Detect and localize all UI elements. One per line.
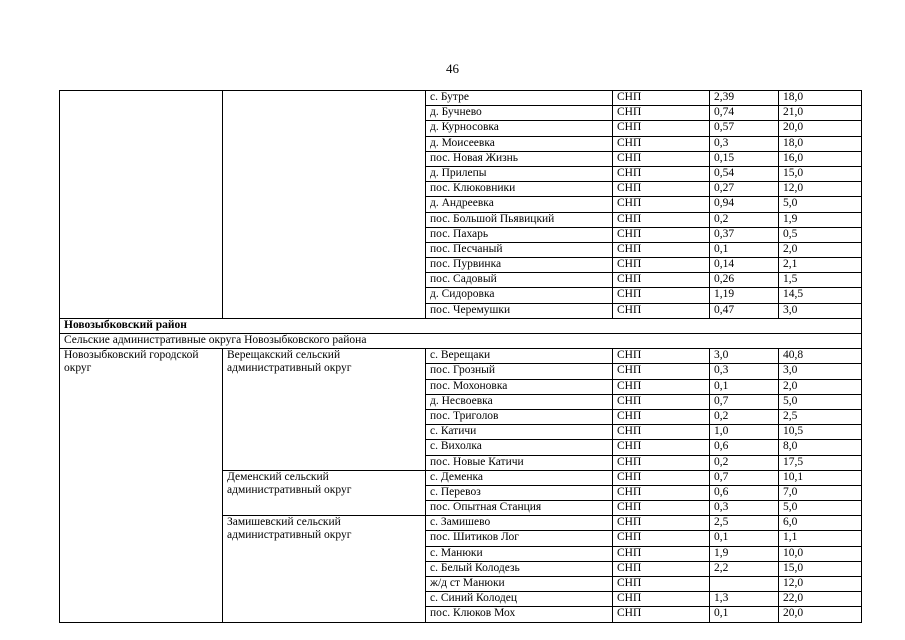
area-value: 2,39	[710, 91, 779, 106]
settlement-type: СНП	[613, 577, 710, 592]
settlement-type: СНП	[613, 227, 710, 242]
settlement-type: СНП	[613, 607, 710, 622]
distance-value: 18,0	[779, 91, 862, 106]
settlement-name: с. Перевоз	[426, 485, 613, 500]
settlement-type: СНП	[613, 592, 710, 607]
area-value: 0,6	[710, 440, 779, 455]
distance-value: 10,5	[779, 425, 862, 440]
settlement-name: пос. Черемушки	[426, 303, 613, 318]
area-value: 0,7	[710, 470, 779, 485]
table-top-section	[60, 91, 862, 319]
settlement-name: с. Катичи	[426, 425, 613, 440]
distance-value: 0,5	[779, 227, 862, 242]
settlement-type: СНП	[613, 106, 710, 121]
area-value: 2,5	[710, 516, 779, 531]
distance-value: 7,0	[779, 485, 862, 500]
settlement-name: д. Бучнево	[426, 106, 613, 121]
settlement-name: с. Замишево	[426, 516, 613, 531]
distance-value: 6,0	[779, 516, 862, 531]
area-value: 0,3	[710, 136, 779, 151]
settlement-type: СНП	[613, 409, 710, 424]
area-value: 0,57	[710, 121, 779, 136]
settlement-type: СНП	[613, 364, 710, 379]
settlement-type: СНП	[613, 273, 710, 288]
area-value: 0,2	[710, 455, 779, 470]
area-value: 0,14	[710, 258, 779, 273]
area-value: 0,27	[710, 182, 779, 197]
settlement-type: СНП	[613, 121, 710, 136]
settlement-type: СНП	[613, 561, 710, 576]
settlement-type: СНП	[613, 485, 710, 500]
area-value: 0,6	[710, 485, 779, 500]
settlement-name: с. Манюки	[426, 546, 613, 561]
settlement-name: с. Синий Колодец	[426, 592, 613, 607]
distance-value: 22,0	[779, 592, 862, 607]
settlement-name: пос. Большой Пьявицкий	[426, 212, 613, 227]
distance-value: 8,0	[779, 440, 862, 455]
area-value: 0,7	[710, 394, 779, 409]
settlement-name: пос. Пурвинка	[426, 258, 613, 273]
settlement-name: с. Верещаки	[426, 349, 613, 364]
settlement-type: СНП	[613, 379, 710, 394]
district-header: Новозыбковский район	[60, 318, 862, 333]
area-value: 0,74	[710, 106, 779, 121]
area-value: 0,2	[710, 212, 779, 227]
settlement-type: СНП	[613, 531, 710, 546]
distance-value: 3,0	[779, 364, 862, 379]
okrug-vereshchaki: Верещакский сельский административный округ	[223, 349, 426, 471]
area-value: 0,37	[710, 227, 779, 242]
settlement-type: СНП	[613, 166, 710, 181]
settlement-type: СНП	[613, 288, 710, 303]
distance-value: 2,0	[779, 379, 862, 394]
distance-value: 5,0	[779, 394, 862, 409]
settlement-name: д. Несвоевка	[426, 394, 613, 409]
settlement-type: СНП	[613, 501, 710, 516]
settlement-name: пос. Клюковники	[426, 182, 613, 197]
distance-value: 1,5	[779, 273, 862, 288]
settlement-name: пос. Клюков Мох	[426, 607, 613, 622]
okrug-demenka: Деменский сельский административный округ	[223, 470, 426, 516]
settlement-type: СНП	[613, 455, 710, 470]
area-value: 0,15	[710, 151, 779, 166]
area-value: 0,3	[710, 501, 779, 516]
empty-okrug-cell	[223, 91, 426, 319]
settlement-name: д. Сидоровка	[426, 288, 613, 303]
page-number: 46	[446, 61, 459, 76]
settlement-type: СНП	[613, 394, 710, 409]
settlement-type: СНП	[613, 242, 710, 257]
distance-value: 21,0	[779, 106, 862, 121]
settlement-name: д. Курносовка	[426, 121, 613, 136]
area-value: 0,1	[710, 607, 779, 622]
settlement-name: пос. Песчаный	[426, 242, 613, 257]
settlement-name: д. Андреевка	[426, 197, 613, 212]
distance-value: 15,0	[779, 561, 862, 576]
distance-value: 5,0	[779, 197, 862, 212]
settlement-name: ж/д ст Манюки	[426, 577, 613, 592]
district-section	[60, 318, 862, 348]
settlement-name: с. Деменка	[426, 470, 613, 485]
area-value: 0,47	[710, 303, 779, 318]
area-value: 0,1	[710, 531, 779, 546]
distance-value: 20,0	[779, 121, 862, 136]
distance-value: 40,8	[779, 349, 862, 364]
empty-county-cell	[60, 91, 223, 319]
area-value: 0,1	[710, 242, 779, 257]
settlement-type: СНП	[613, 516, 710, 531]
settlement-name: пос. Триголов	[426, 409, 613, 424]
okrugs-section	[60, 349, 862, 622]
distance-value: 12,0	[779, 182, 862, 197]
settlement-name: д. Прилепы	[426, 166, 613, 181]
settlement-type: СНП	[613, 258, 710, 273]
distance-value: 3,0	[779, 303, 862, 318]
settlement-type: СНП	[613, 303, 710, 318]
okrug-zamishevo: Замишевский сельский административный округ	[223, 516, 426, 622]
area-value: 1,19	[710, 288, 779, 303]
district-subheader: Сельские административные округа Новозыбковского района	[60, 334, 862, 349]
area-value: 3,0	[710, 349, 779, 364]
settlement-name: пос. Пахарь	[426, 227, 613, 242]
area-value: 0,54	[710, 166, 779, 181]
settlement-type: СНП	[613, 136, 710, 151]
settlement-name: пос. Садовый	[426, 273, 613, 288]
settlement-type: СНП	[613, 546, 710, 561]
county-name: Новозыбковский городской округ	[60, 349, 223, 622]
area-value: 0,3	[710, 364, 779, 379]
area-value: 1,3	[710, 592, 779, 607]
distance-value: 15,0	[779, 166, 862, 181]
settlement-type: СНП	[613, 91, 710, 106]
settlement-type: СНП	[613, 349, 710, 364]
settlement-name: д. Моисеевка	[426, 136, 613, 151]
distance-value: 10,0	[779, 546, 862, 561]
settlement-name: с. Вихолка	[426, 440, 613, 455]
area-value: 0,94	[710, 197, 779, 212]
distance-value: 20,0	[779, 607, 862, 622]
distance-value: 2,1	[779, 258, 862, 273]
distance-value: 17,5	[779, 455, 862, 470]
settlement-name: пос. Шитиков Лог	[426, 531, 613, 546]
distance-value: 2,5	[779, 409, 862, 424]
distance-value: 12,0	[779, 577, 862, 592]
distance-value: 1,9	[779, 212, 862, 227]
settlement-type: СНП	[613, 212, 710, 227]
distance-value: 2,0	[779, 242, 862, 257]
distance-value: 14,5	[779, 288, 862, 303]
settlement-name: пос. Мохоновка	[426, 379, 613, 394]
distance-value: 5,0	[779, 501, 862, 516]
settlement-name: пос. Грозный	[426, 364, 613, 379]
settlement-name: с. Белый Колодезь	[426, 561, 613, 576]
settlement-name: пос. Новая Жизнь	[426, 151, 613, 166]
settlement-type: СНП	[613, 425, 710, 440]
area-value: 2,2	[710, 561, 779, 576]
settlement-name: пос. Опытная Станция	[426, 501, 613, 516]
settlement-type: СНП	[613, 197, 710, 212]
settlement-name: пос. Новые Катичи	[426, 455, 613, 470]
settlements-table	[59, 90, 862, 623]
distance-value: 18,0	[779, 136, 862, 151]
table-row	[60, 349, 862, 364]
distance-value: 10,1	[779, 470, 862, 485]
area-value	[710, 577, 779, 592]
settlement-name: с. Бутре	[426, 91, 613, 106]
area-value: 0,2	[710, 409, 779, 424]
table-row	[60, 91, 862, 106]
distance-value: 1,1	[779, 531, 862, 546]
area-value: 0,1	[710, 379, 779, 394]
settlement-type: СНП	[613, 440, 710, 455]
area-value: 1,0	[710, 425, 779, 440]
distance-value: 16,0	[779, 151, 862, 166]
settlement-type: СНП	[613, 182, 710, 197]
settlement-type: СНП	[613, 470, 710, 485]
area-value: 1,9	[710, 546, 779, 561]
settlement-type: СНП	[613, 151, 710, 166]
area-value: 0,26	[710, 273, 779, 288]
